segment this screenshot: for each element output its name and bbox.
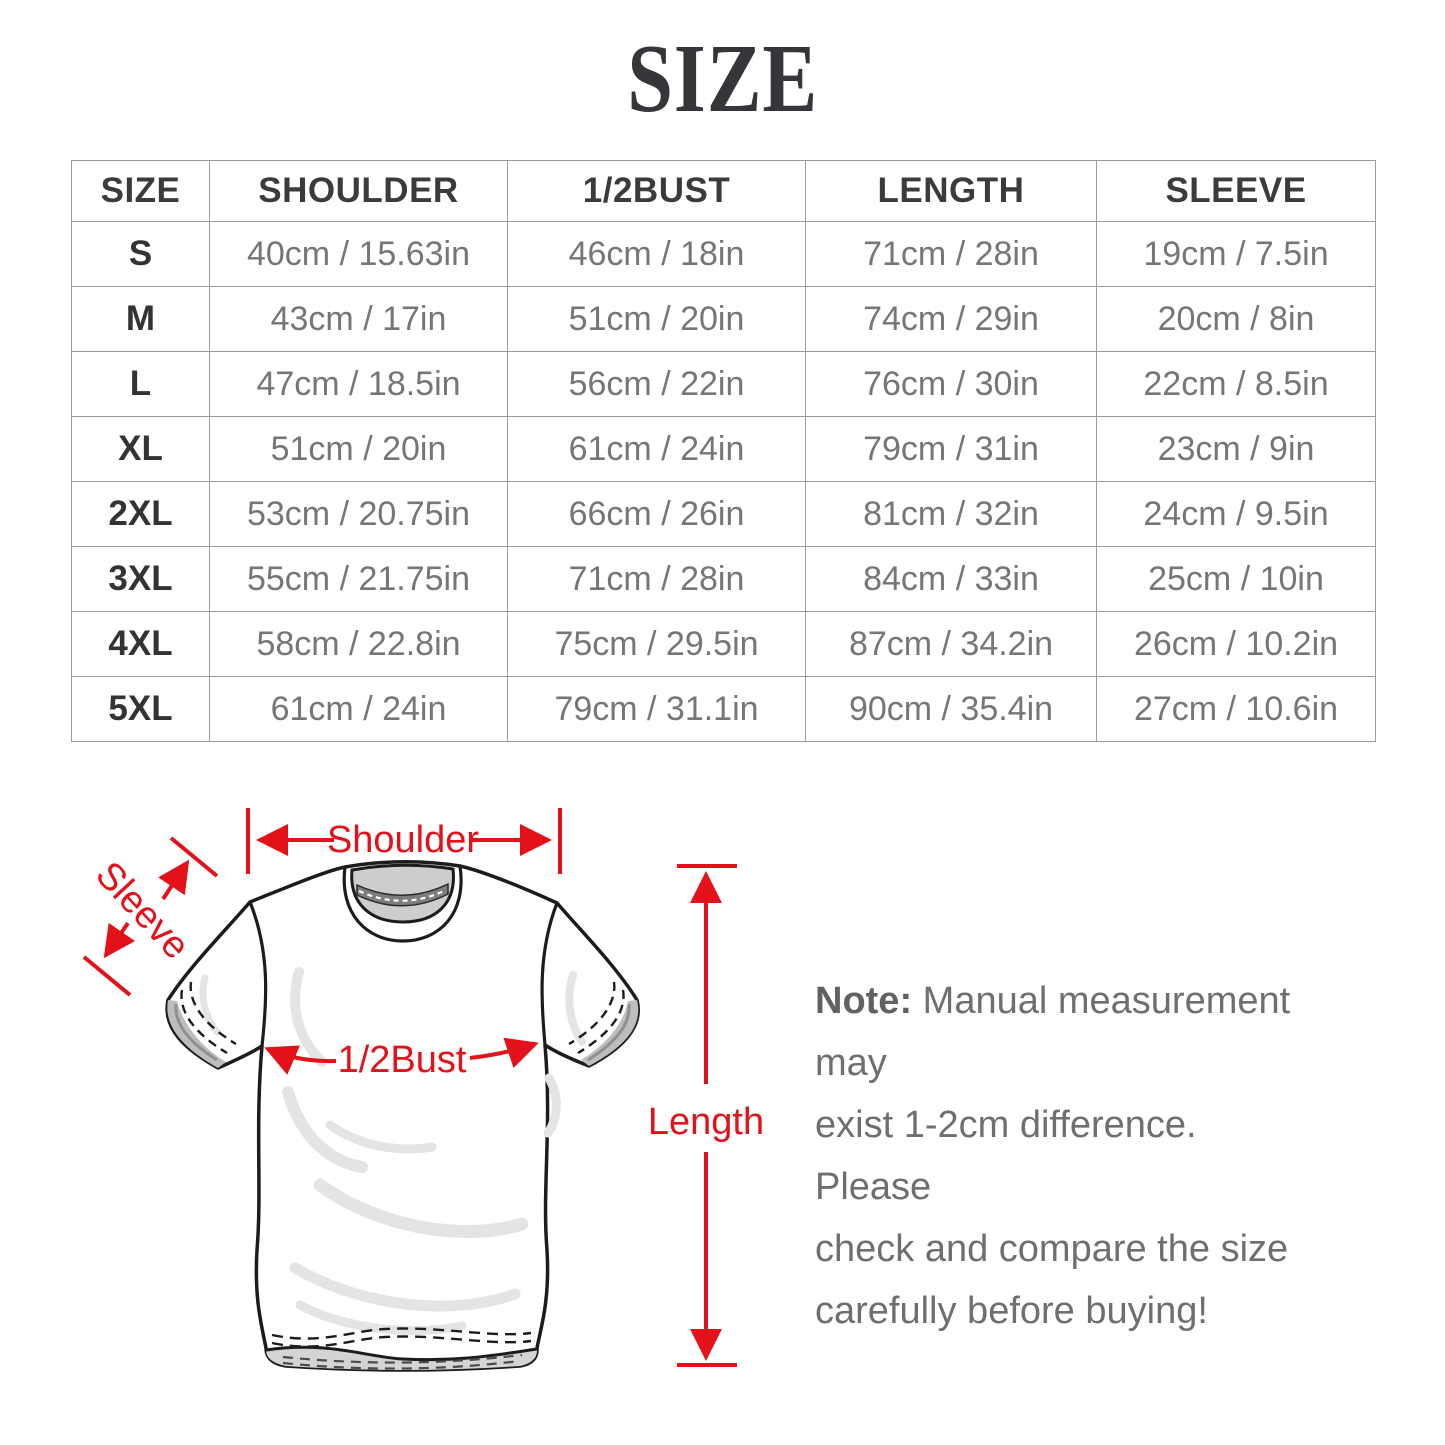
measurement-cell: 79cm / 31in: [806, 417, 1097, 482]
table-row: [72, 677, 1376, 742]
measurement-cell: 61cm / 24in: [210, 677, 508, 742]
measurement-cell: 74cm / 29in: [806, 287, 1097, 352]
note-prefix: Note:: [815, 980, 913, 1022]
measurement-cell: 53cm / 20.75in: [210, 482, 508, 547]
measurement-cell: 87cm / 34.2in: [806, 612, 1097, 677]
note-line-text: Manual measurement may: [815, 980, 1291, 1084]
table-header-row: [72, 161, 1376, 222]
measurement-cell: 25cm / 10in: [1097, 547, 1376, 612]
table-row: [72, 287, 1376, 352]
size-cell: 2XL: [72, 482, 210, 547]
size-table-body: [72, 222, 1376, 742]
page-title-text: SIZE: [627, 25, 818, 133]
size-cell: M: [72, 287, 210, 352]
measurement-cell: 22cm / 8.5in: [1097, 352, 1376, 417]
column-header-length: LENGTH: [806, 161, 1097, 222]
size-cell: XL: [72, 417, 210, 482]
measurement-cell: 81cm / 32in: [806, 482, 1097, 547]
note-text: [815, 970, 1315, 1342]
measurement-cell: 55cm / 21.75in: [210, 547, 508, 612]
column-header-sleeve: SLEEVE: [1097, 161, 1376, 222]
column-header-shoulder: SHOULDER: [210, 161, 508, 222]
measurement-cell: 79cm / 31.1in: [508, 677, 806, 742]
measurement-cell: 24cm / 9.5in: [1097, 482, 1376, 547]
note-line: check and compare the size: [815, 1228, 1289, 1270]
size-cell: 5XL: [72, 677, 210, 742]
measurement-cell: 71cm / 28in: [508, 547, 806, 612]
measurement-cell: 20cm / 8in: [1097, 287, 1376, 352]
table-row: [72, 547, 1376, 612]
measurement-cell: 76cm / 30in: [806, 352, 1097, 417]
sleeve-label: Sleeve: [87, 853, 198, 968]
measurement-cell: 61cm / 24in: [508, 417, 806, 482]
measurement-cell: 46cm / 18in: [508, 222, 806, 287]
measurement-cell: 19cm / 7.5in: [1097, 222, 1376, 287]
measurement-cell: 51cm / 20in: [210, 417, 508, 482]
measurement-cell: 66cm / 26in: [508, 482, 806, 547]
table-row: [72, 612, 1376, 677]
measurement-cell: 56cm / 22in: [508, 352, 806, 417]
bust-label: 1/2Bust: [337, 1039, 467, 1081]
measurement-cell: 26cm / 10.2in: [1097, 612, 1376, 677]
note-line: carefully before buying!: [815, 1290, 1208, 1332]
measurement-cell: 51cm / 20in: [508, 287, 806, 352]
measurement-cell: 27cm / 10.6in: [1097, 677, 1376, 742]
tshirt-measurement-diagram: [55, 790, 795, 1420]
tshirt-illustration: [167, 862, 638, 1370]
size-cell: S: [72, 222, 210, 287]
tshirt-outline: [167, 862, 638, 1370]
shoulder-label: Shoulder: [326, 819, 480, 861]
page-title: [0, 25, 1445, 133]
note-line: exist 1-2cm difference. Please: [815, 1104, 1197, 1208]
table-row: [72, 417, 1376, 482]
table-row: [72, 352, 1376, 417]
size-cell: L: [72, 352, 210, 417]
measurement-cell: 90cm / 35.4in: [806, 677, 1097, 742]
measurement-cell: 23cm / 9in: [1097, 417, 1376, 482]
measurement-cell: 58cm / 22.8in: [210, 612, 508, 677]
note-line: [815, 970, 1315, 1094]
measurement-cell: 71cm / 28in: [806, 222, 1097, 287]
table-row: [72, 482, 1376, 547]
column-header-size: SIZE: [72, 161, 210, 222]
size-cell: 4XL: [72, 612, 210, 677]
measurement-cell: 84cm / 33in: [806, 547, 1097, 612]
size-cell: 3XL: [72, 547, 210, 612]
measurement-cell: 43cm / 17in: [210, 287, 508, 352]
measurement-cell: 47cm / 18.5in: [210, 352, 508, 417]
measurement-cell: 75cm / 29.5in: [508, 612, 806, 677]
size-chart-table: [71, 160, 1376, 742]
table-row: [72, 222, 1376, 287]
column-header-bust: 1/2BUST: [508, 161, 806, 222]
measurement-cell: 40cm / 15.63in: [210, 222, 508, 287]
length-label: Length: [647, 1101, 765, 1143]
